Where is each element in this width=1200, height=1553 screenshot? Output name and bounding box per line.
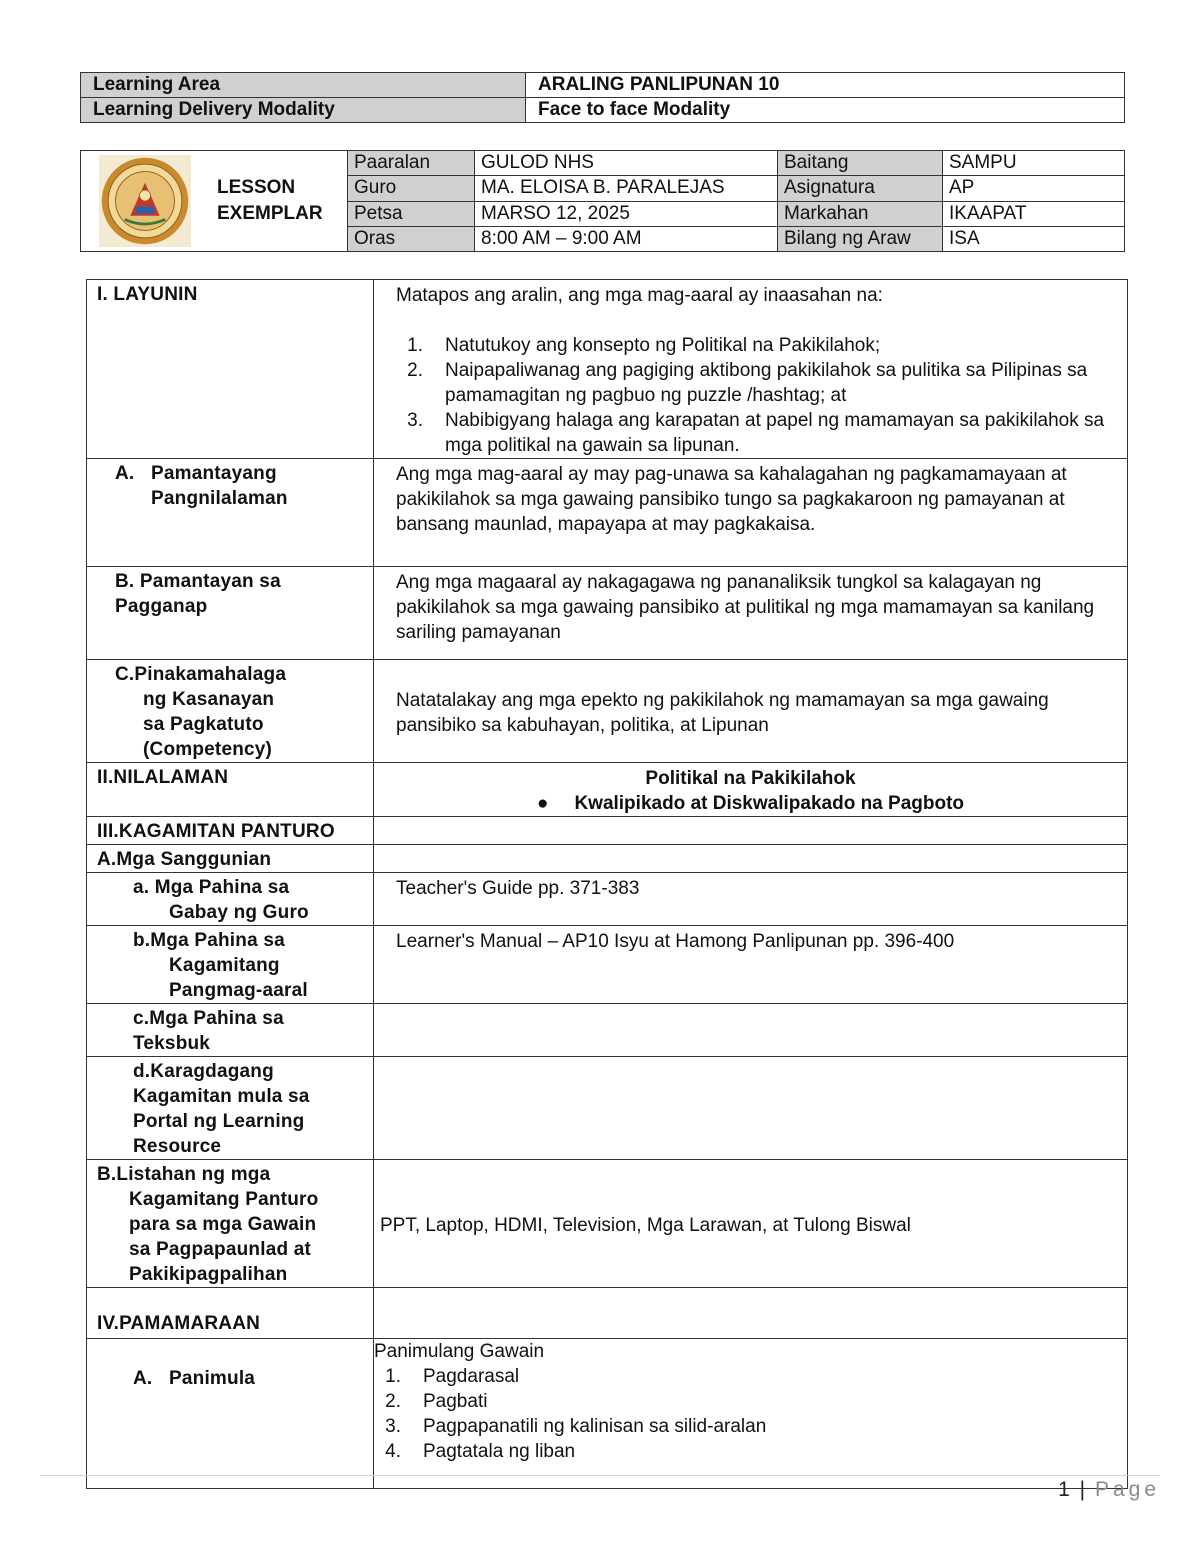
panimula-content [374, 1339, 1128, 1489]
modality-label: Learning Delivery Modality [81, 98, 526, 123]
lesson-exemplar-title: LESSON EXEMPLAR [217, 177, 323, 224]
nilalaman-label: II.NILALAMAN [87, 763, 374, 817]
header-table [80, 72, 1125, 123]
list-item: 4. Pagtatala ng liban [385, 1441, 576, 1462]
baitang-value: SAMPU [943, 151, 1125, 176]
page-number: 1 | Page [1058, 1478, 1160, 1501]
petsa-label: Petsa [348, 201, 475, 226]
paaralan-value: GULOD NHS [475, 151, 778, 176]
listahan-kagamitan-label: B.Listahan ng mga Kagamitang Panturo para sa mga Gawain sa Pagpapaunlad at Pakikipagpalihan [87, 1160, 374, 1288]
panimulang-gawain-title: Panimulang Gawain [374, 1341, 545, 1362]
guro-label: Guro [348, 176, 475, 201]
gabay-ng-guro-label: a. Mga Pahina sa Gabay ng Guro [87, 873, 374, 926]
learning-area-label: Learning Area [81, 73, 526, 98]
panimula-list [374, 1364, 1105, 1464]
lesson-plan-table [86, 279, 1128, 1489]
modality-value: Face to face Modality [526, 98, 1125, 123]
competency-text: Natatalakay ang mga epekto ng pakikilahok ng mamamayan sa mga gawaing pansibiko sa kabuhayan, politika, at Lipunan [374, 660, 1128, 763]
pamantayan-sa-pagganap-label: B. Pamantayan sa Pagganap [87, 567, 374, 660]
layunin-list [396, 333, 1105, 458]
bilang-ng-araw-value: ISA [943, 226, 1125, 251]
list-item: 2. Pagbati [385, 1391, 488, 1412]
logo-cell [81, 151, 348, 252]
sanggunian-label: A.Mga Sanggunian [87, 845, 374, 873]
pamantayang-pangnilalaman-label: A. Pamantayang Pangnilalaman [87, 459, 374, 567]
layunin-intro: Matapos ang aralin, ang mga mag-aaral ay inaasahan na: [396, 285, 883, 306]
petsa-value: MARSO 12, 2025 [475, 201, 778, 226]
list-item: 3. Pagpapanatili ng kalinisan sa silid-aralan [385, 1416, 767, 1437]
pamantayan-sa-pagganap-text: Ang mga magaaral ay nakagagawa ng pananaliksik tungkol sa kalagayan ng pakikilahok sa mga gawaing pansibiko at pulitikal ng mga mamamayan sa kanilang sariling pamayanan [374, 567, 1128, 660]
layunin-content [374, 280, 1128, 459]
guro-value: MA. ELOISA B. PARALEJAS [475, 176, 778, 201]
oras-value: 8:00 AM – 9:00 AM [475, 226, 778, 251]
kagamitan-panturo-label: III.KAGAMITAN PANTURO [87, 817, 374, 845]
footer-divider [40, 1475, 1160, 1476]
pamantayang-pangnilalaman-text: Ang mga mag-aaral ay may pag-unawa sa kahalagahan ng pagkamamayaan at pakikilahok sa mga gawaing pansibiko tungo sa pagkakaroon ng pamayanan at bansang maunlad, mapayapa at may pagkakaisa. [374, 459, 1128, 567]
list-item: 3. Nabibigyang halaga ang karapatan at papel ng mamamayan sa pakikilahok sa mga politikal na gawain sa lipunan. [407, 410, 1105, 456]
asignatura-value: AP [943, 176, 1125, 201]
listahan-kagamitan-value: PPT, Laptop, HDMI, Television, Mga Larawan, at Tulong Biswal [374, 1160, 1128, 1288]
lesson-info-table [80, 150, 1125, 252]
pamamaraan-label: IV.PAMAMARAAN [87, 1288, 374, 1339]
karagdagang-kagamitan-label: d.Karagdagang Kagamitan mula sa Portal ng Learning Resource [87, 1057, 374, 1160]
oras-label: Oras [348, 226, 475, 251]
list-item: 1. Natutukoy ang konsepto ng Politikal na Pakikilahok; [407, 335, 881, 356]
baitang-label: Baitang [778, 151, 943, 176]
paaralan-label: Paaralan [348, 151, 475, 176]
bullet-icon: ● [536, 793, 549, 814]
asignatura-label: Asignatura [778, 176, 943, 201]
teksbuk-label: c.Mga Pahina sa Teksbuk [87, 1004, 374, 1057]
competency-label: C.Pinakamahalaga ng Kasanayan sa Pagkatuto (Competency) [87, 660, 374, 763]
kagamitang-pangmag-aaral-value: Learner's Manual – AP10 Isyu at Hamong Panlipunan pp. 396-400 [374, 926, 1128, 1004]
bilang-ng-araw-label: Bilang ng Araw [778, 226, 943, 251]
nilalaman-title: Politikal na Pakikilahok [645, 768, 856, 789]
kagamitang-pangmag-aaral-label: b.Mga Pahina sa Kagamitang Pangmag-aaral [87, 926, 374, 1004]
nilalaman-bullet: ● Kwalipikado at Diskwalipakado na Pagboto [536, 793, 965, 814]
learning-area-value: ARALING PANLIPUNAN 10 [526, 73, 1125, 98]
list-item: 2. Naipapaliwanag ang pagiging aktibong pakikilahok sa pulitika sa Pilipinas sa pamamagitan ng pagbuo ng puzzle /hashtag; at [407, 360, 1088, 406]
gabay-ng-guro-value: Teacher's Guide pp. 371-383 [374, 873, 1128, 926]
deped-seal-icon [99, 155, 191, 247]
nilalaman-content [374, 763, 1128, 817]
list-item: 1. Pagdarasal [385, 1366, 520, 1387]
layunin-label: I. LAYUNIN [87, 280, 374, 459]
panimula-label: A. Panimula [87, 1339, 374, 1489]
markahan-value: IKAAPAT [943, 201, 1125, 226]
markahan-label: Markahan [778, 201, 943, 226]
